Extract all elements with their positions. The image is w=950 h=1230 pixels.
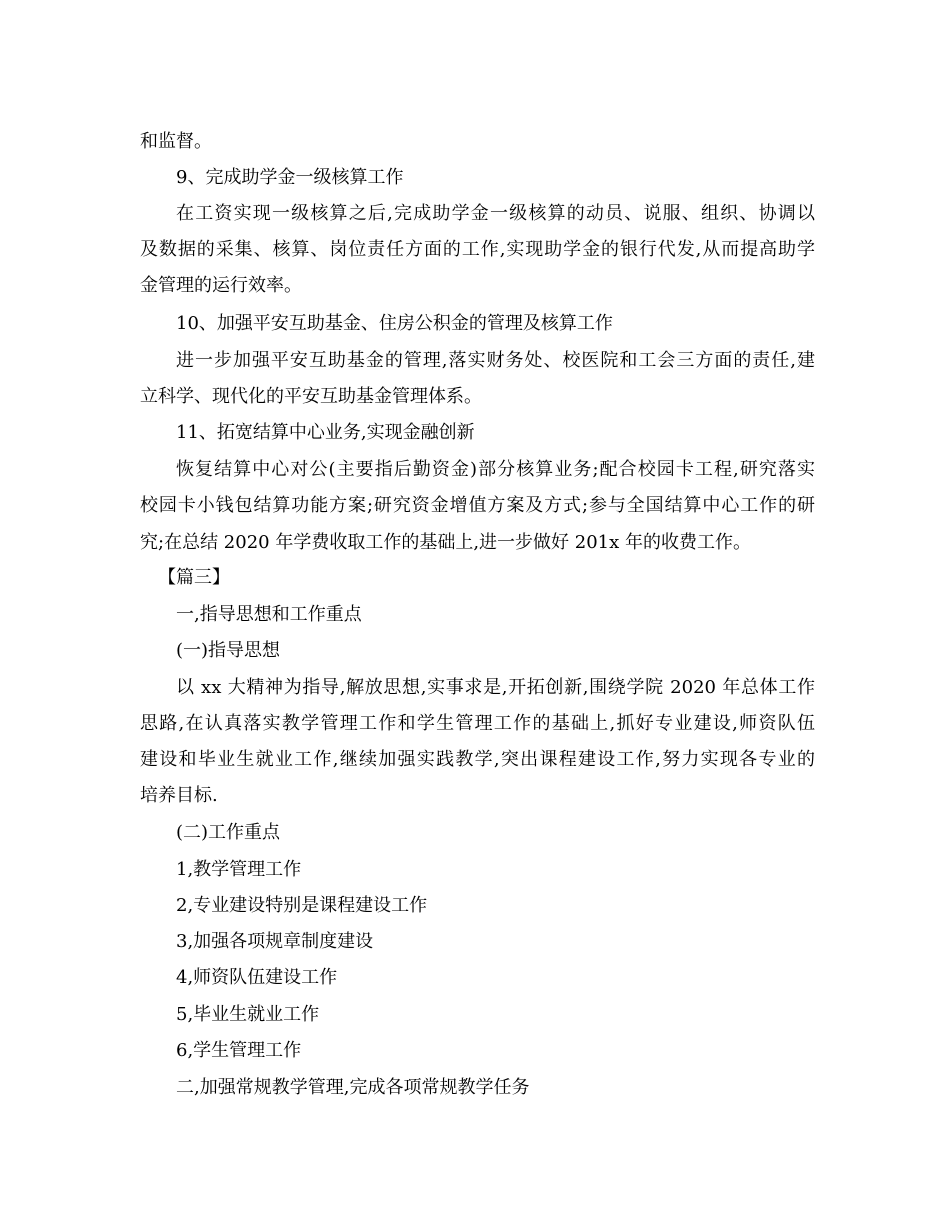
list-item: 4,师资队伍建设工作 xyxy=(176,967,338,988)
paragraph-line: 建设和毕业生就业工作,继续加强实践教学,突出课程建设工作,努力实现各专业的 xyxy=(140,749,815,770)
subsection-heading: (二)工作重点 xyxy=(176,822,281,843)
subsection-heading: (一)指导思想 xyxy=(176,640,281,661)
section-heading: 二,加强常规教学管理,完成各项常规教学任务 xyxy=(176,1077,530,1098)
paragraph-line: 金管理的运行效率。 xyxy=(140,275,302,296)
list-item: 2,专业建设特别是课程建设工作 xyxy=(176,895,428,916)
paragraph-line: 恢复结算中心对公(主要指后勤资金)部分核算业务;配合校园卡工程,研究落实 xyxy=(176,459,815,480)
section-heading: 11、拓宽结算中心业务,实现金融创新 xyxy=(176,422,475,443)
paragraph-line: 和监督。 xyxy=(140,131,212,152)
list-item: 6,学生管理工作 xyxy=(176,1040,302,1061)
paragraph-line: 立科学、现代化的平安互助基金管理体系。 xyxy=(140,386,482,407)
list-item: 5,毕业生就业工作 xyxy=(176,1004,320,1025)
part-heading: 【篇三】 xyxy=(158,567,230,588)
paragraph-line: 及数据的采集、核算、岗位责任方面的工作,实现助学金的银行代发,从而提高助学 xyxy=(140,239,815,260)
paragraph-line: 究;在总结 2020 年学费收取工作的基础上,进一步做好 201x 年的收费工作。 xyxy=(140,532,751,553)
paragraph-line: 思路,在认真落实教学管理工作和学生管理工作的基础上,抓好专业建设,师资队伍 xyxy=(140,713,815,734)
paragraph-line: 在工资实现一级核算之后,完成助学金一级核算的动员、说服、组织、协调以 xyxy=(176,203,815,224)
section-heading: 10、加强平安互助基金、住房公积金的管理及核算工作 xyxy=(176,313,613,334)
list-item: 1,教学管理工作 xyxy=(176,859,302,880)
list-item: 3,加强各项规章制度建设 xyxy=(176,931,374,952)
paragraph-line: 校园卡小钱包结算功能方案;研究资金增值方案及方式;参与全国结算中心工作的研 xyxy=(140,495,815,516)
paragraph-line: 进一步加强平安互助基金的管理,落实财务处、校医院和工会三方面的责任,建 xyxy=(176,350,815,371)
section-heading: 一,指导思想和工作重点 xyxy=(176,604,362,625)
section-heading: 9、完成助学金一级核算工作 xyxy=(176,167,404,188)
paragraph-line: 以 xx 大精神为指导,解放思想,实事求是,开拓创新,围绕学院 2020 年总体工作 xyxy=(176,677,815,698)
paragraph-line: 培养目标. xyxy=(140,785,218,806)
